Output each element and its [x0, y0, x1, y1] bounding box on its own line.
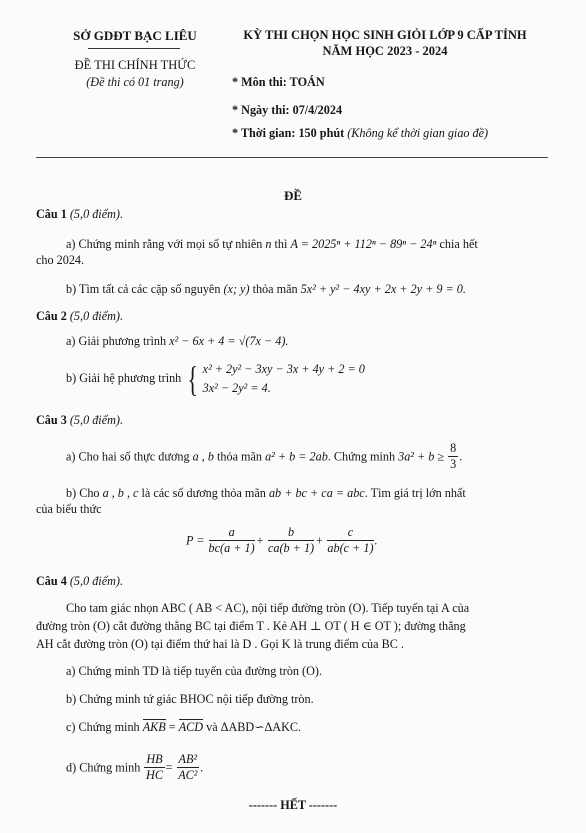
system-brace: { [187, 358, 199, 399]
fraction-eight-thirds: $\frac{8}{3}$ [450, 441, 457, 472]
document-title: ĐỀ [283, 188, 303, 203]
time-label: * Thời gian: 150 phút [232, 126, 348, 140]
page-count: (Đề thi có 01 trang) [86, 75, 184, 89]
question-4-text-2: đường tròn (O) cắt đường thẳng BC tại điểm T . Kẻ AH ⊥ OT ( H ∈ OT ); đường thẳng [36, 619, 466, 633]
time-note: (Không kể thời gian giao đề) [347, 126, 489, 140]
date-value: 07/4/2024 [292, 103, 343, 117]
subject-value: TOÁN [289, 75, 325, 89]
time-line [232, 126, 488, 141]
fraction-term-2: $\frac{b}{ca(b + 1)}$ [267, 525, 315, 556]
department-name: SỞ GDĐT BẠC LIÊU [73, 28, 197, 43]
question-4-text-1: Cho tam giác nhọn ABC ( AB < AC), nội tiếp đường tròn (O). Tiếp tuyến tại A của [66, 601, 470, 615]
question-3b: b) Cho a , b , c là các số dương thỏa mãn ab + bc + ca = abc. Tìm giá trị lớn nhất [66, 486, 466, 500]
fraction-term-3: $\frac{c}{ab(c + 1)}$ [327, 525, 374, 556]
question-4c: c) Chứng minh AKB = ACD và ΔABD∽ΔAKC. [66, 720, 302, 734]
question-1b: b) Tìm tất cả các cặp số nguyên (x; y) thỏa mãn 5x² + y² − 4xy + 2x + 2y + 9 = 0. [66, 282, 466, 296]
school-year: NĂM HỌC 2023 - 2024 [322, 44, 448, 58]
fraction-AB2-AC2: $\frac{\text{AB²}}{\text{AC²}}$ [178, 752, 198, 783]
question-1a-cont: cho 2024. [36, 253, 85, 267]
formula-A: A = 2025ⁿ + 112ⁿ − 89ⁿ − 24ⁿ [290, 237, 437, 251]
formula-equation-1b: 5x² + y² − 4xy + 2x + 2y + 9 = 0. [300, 282, 466, 296]
end-marker: ------- HẾT ------- [248, 798, 338, 812]
question-1-number: Câu 1 [36, 207, 67, 221]
exam-title: KỲ THI CHỌN HỌC SINH GIỎI LỚP 9 CẤP TỈNH [243, 28, 527, 42]
official-label: ĐỀ THI CHÍNH THỨC [74, 58, 196, 72]
question-3b-cont: của biểu thức [36, 502, 102, 516]
question-1a: a) Chứng minh rằng với mọi số tự nhiên n thì A = 2025ⁿ + 112ⁿ − 89ⁿ − 24ⁿ chia hết [66, 237, 478, 251]
formula-equation-2a: x² − 6x + 4 = √(7x − 4). [169, 334, 289, 348]
question-3a: a) Cho hai số thực dương a , b thỏa mãn a² + b = 2ab. Chứng minh 3a² + b ≥ $\frac{8}{3}$ . [66, 441, 463, 472]
equation-system [203, 360, 365, 398]
system-eq-2: 3x² − 2y² = 4. [202, 380, 271, 395]
question-2b: b) Giải hệ phương trình { x² + 2y² − 3xy − 3x + 4y + 2 = 0 3x² − 2y² = 4. [66, 358, 365, 399]
expression-P: P = $\frac{a}{bc(a + 1)}$ + $\frac{b}{ca(b + 1)}$ + $\frac{c}{ab(c + 1)}$ . [186, 525, 378, 556]
date-line [232, 103, 342, 118]
angle-ACD: ACD [178, 720, 204, 734]
question-4-heading: Câu 4 (5,0 điểm). [36, 574, 124, 588]
question-3-heading: Câu 3 (5,0 điểm). [36, 413, 124, 427]
angle-AKB: AKB [142, 720, 166, 734]
subject-label: * Môn thi: [232, 75, 290, 89]
subject-line [232, 75, 325, 90]
question-1-points: (5,0 điểm). [66, 207, 124, 221]
question-4a: a) Chứng minh TD là tiếp tuyến của đường tròn (O). [66, 664, 323, 678]
question-2a: a) Giải phương trình x² − 6x + 4 = √(7x − 4). [66, 334, 289, 348]
header-divider [36, 157, 548, 158]
question-1-heading [36, 207, 123, 222]
question-4b: b) Chứng minh tứ giác BHOC nội tiếp đường tròn. [66, 692, 314, 706]
fraction-term-1: $\frac{a}{bc(a + 1)}$ [208, 525, 255, 556]
date-label: * Ngày thi: [232, 103, 293, 117]
question-4d: d) Chứng minh $\frac{HB}{HC}$ = $\frac{\text{AB²}}{\text{AC²}}$ . [66, 752, 204, 783]
header-underline-left [88, 48, 180, 49]
fraction-HB-HC: $\frac{HB}{HC}$ [146, 752, 163, 783]
question-2-heading: Câu 2 (5,0 điểm). [36, 309, 124, 323]
question-4-text-3: AH cắt đường tròn (O) tại điểm thứ hai là D . Gọi K là trung điểm của BC . [36, 637, 404, 651]
system-eq-1: x² + 2y² − 3xy − 3x + 4y + 2 = 0 [202, 362, 365, 376]
